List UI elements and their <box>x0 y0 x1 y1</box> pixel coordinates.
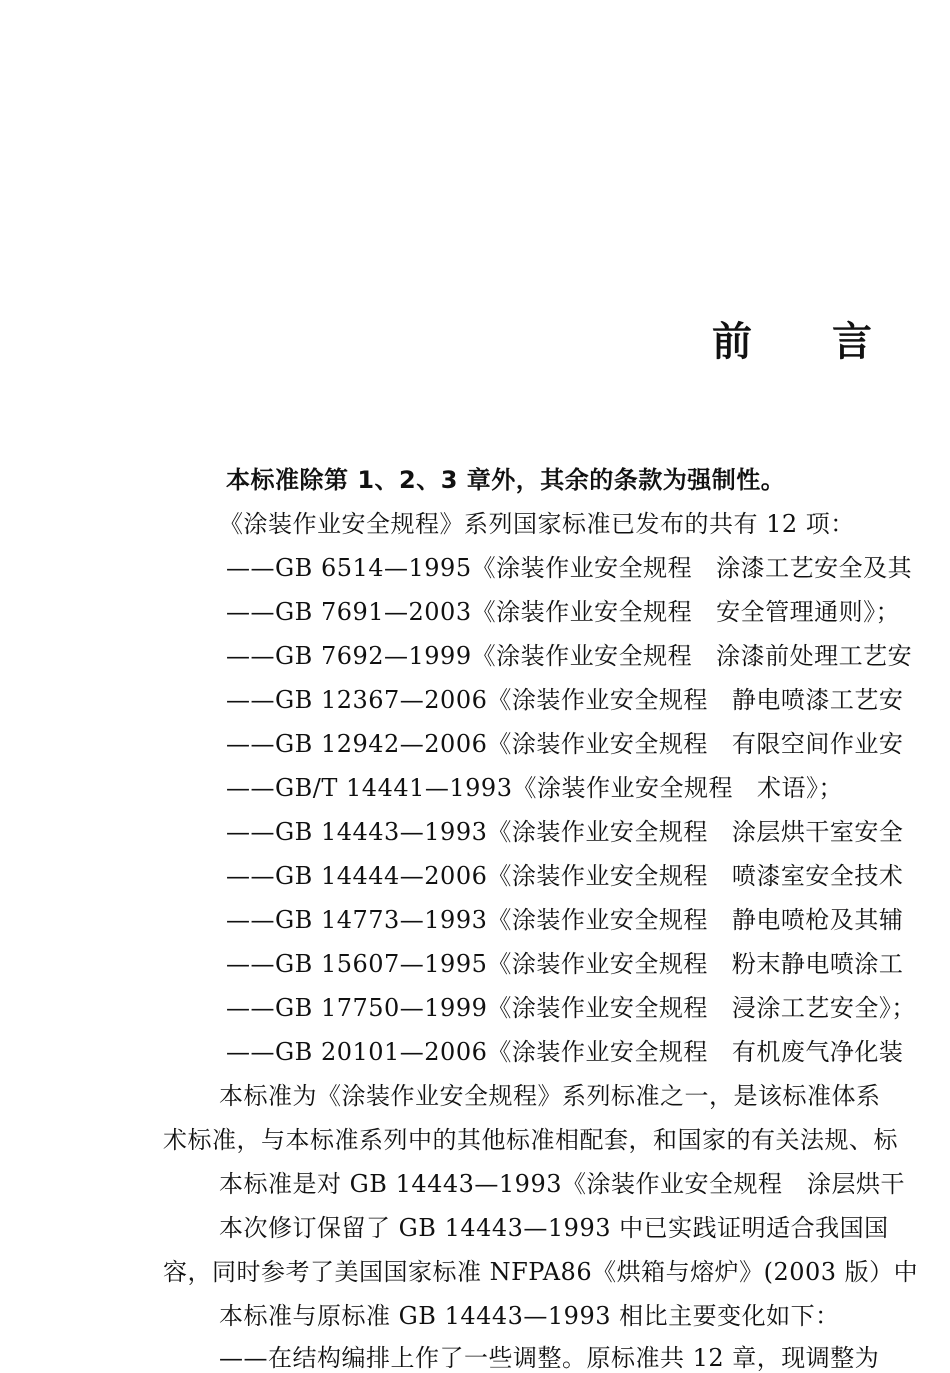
list-item <box>226 817 903 847</box>
standard-code: ——GB 7692—1999《涂装作业安全规程 <box>226 642 693 670</box>
standard-code: ——GB 6514—1995《涂装作业安全规程 <box>226 554 693 582</box>
page-title: 前 言 <box>712 319 872 365</box>
list-item <box>226 553 912 583</box>
standard-code: ——GB 7691—2003《涂装作业安全规程 <box>226 598 693 626</box>
paragraph-revision-basis: 本次修订保留了 GB 14443—1993 中已实践证明适合我国国 <box>219 1214 889 1242</box>
paragraph-series-intro: 《涂装作业安全规程》系列国家标准已发布的共有 12 项： <box>219 510 855 538</box>
standard-code: ——GB 15607—1995《涂装作业安全规程 <box>226 950 708 978</box>
standard-title: 涂漆前处理工艺安 <box>716 642 913 670</box>
paragraph-change-item: ——在结构编排上作了一些调整。原标准共 12 章，现调整为 <box>219 1344 880 1372</box>
standard-title: 涂漆工艺安全及其 <box>716 554 913 582</box>
standard-code: ——GB 20101—2006《涂装作业安全规程 <box>226 1038 708 1066</box>
paragraph-revision-of: 本标准是对 GB 14443—1993《涂装作业安全规程 涂层烘干 <box>219 1170 905 1198</box>
standard-title: 有限空间作业安 <box>731 730 904 758</box>
paragraph-series-role-continued: 术标准，与本标准系列中的其他标准相配套，和国家的有关法规、标 <box>163 1126 898 1154</box>
standard-title: 涂层烘干室安全 <box>731 818 904 846</box>
standard-title: 静电喷漆工艺安 <box>731 686 904 714</box>
list-item <box>226 1037 903 1067</box>
standard-title: 浸涂工艺安全》； <box>731 994 916 1022</box>
standard-code: ——GB 14773—1993《涂装作业安全规程 <box>226 906 708 934</box>
list-item <box>226 641 912 671</box>
standard-code: ——GB 17750—1999《涂装作业安全规程 <box>226 994 708 1022</box>
standard-title: 静电喷枪及其辅 <box>731 906 904 934</box>
paragraph-mandatory-clause: 本标准除第 1、2、3 章外，其余的条款为强制性。 <box>226 466 786 494</box>
standard-title: 有机废气净化装 <box>731 1038 904 1066</box>
standard-title: 安全管理通则》； <box>716 598 901 626</box>
standard-title: 粉末静电喷涂工 <box>731 950 904 978</box>
standard-code: ——GB 12367—2006《涂装作业安全规程 <box>226 686 708 714</box>
list-item <box>226 773 843 803</box>
list-item <box>226 685 903 715</box>
standard-title: 喷漆室安全技术 <box>731 862 904 890</box>
standard-code: ——GB 14444—2006《涂装作业安全规程 <box>226 862 708 890</box>
paragraph-series-role: 本标准为《涂装作业安全规程》系列标准之一，是该标准体系 <box>219 1082 881 1110</box>
list-item <box>226 861 903 891</box>
list-item <box>226 597 900 627</box>
standard-code: ——GB/T 14441—1993《涂装作业安全规程 <box>226 774 733 802</box>
standard-code: ——GB 12942—2006《涂装作业安全规程 <box>226 730 708 758</box>
paragraph-revision-basis-continued: 容，同时参考了美国国家标准 NFPA86《烘箱与熔炉》(2003 版）中 <box>163 1258 919 1286</box>
standard-title: 术语》； <box>756 774 843 802</box>
list-item <box>226 729 903 759</box>
list-item <box>226 993 916 1023</box>
paragraph-main-changes: 本标准与原标准 GB 14443—1993 相比主要变化如下： <box>219 1302 840 1330</box>
list-item <box>226 949 903 979</box>
list-item <box>226 905 903 935</box>
standard-code: ——GB 14443—1993《涂装作业安全规程 <box>226 818 708 846</box>
